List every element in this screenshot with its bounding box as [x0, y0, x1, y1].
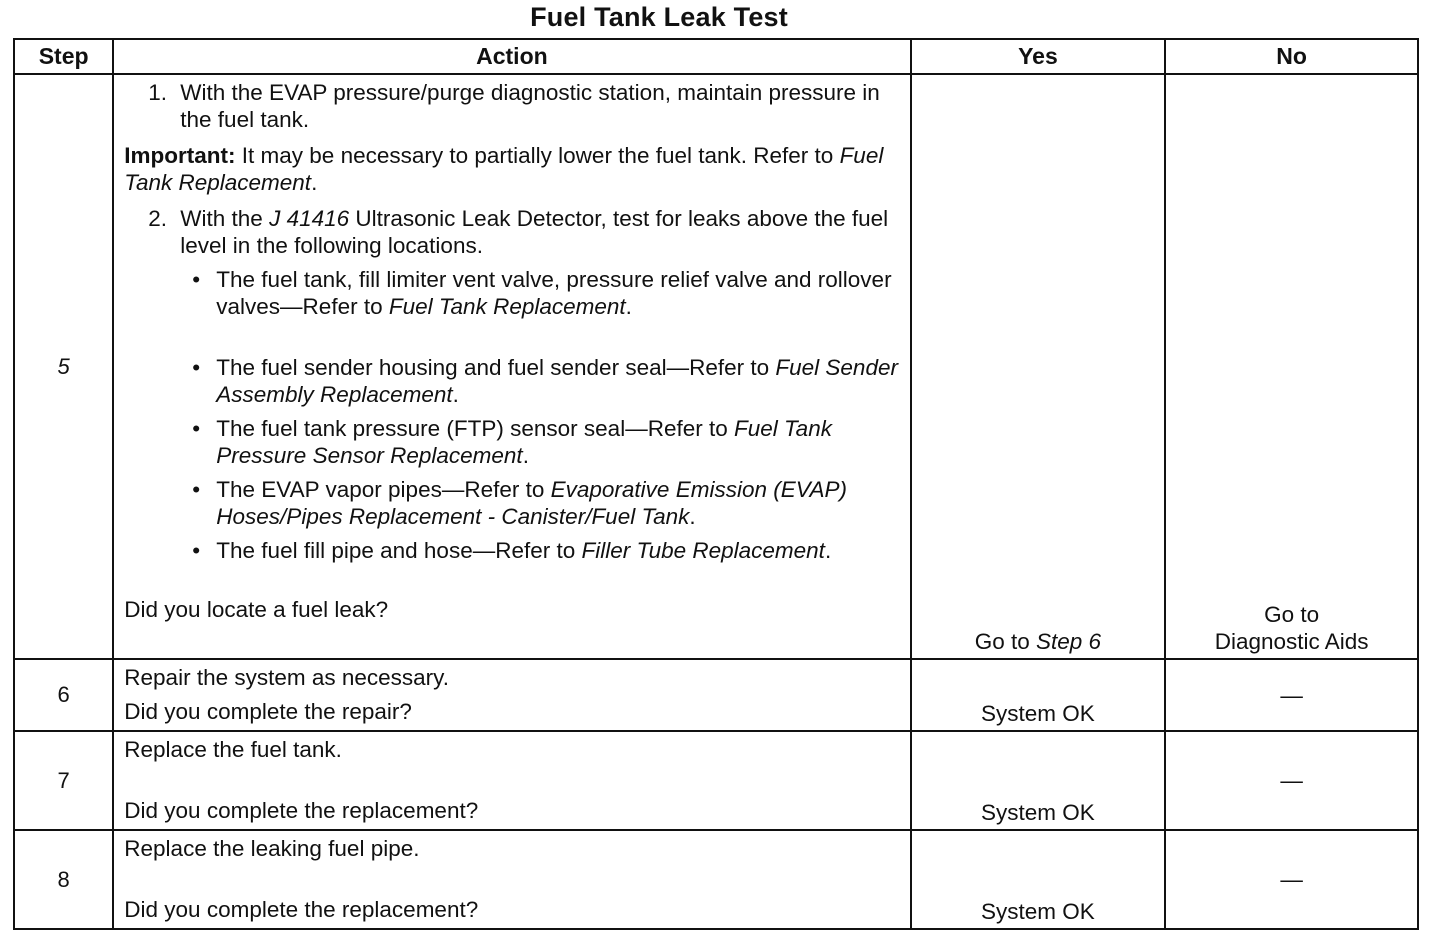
step-number: 7	[14, 731, 113, 830]
action-cell	[113, 830, 910, 929]
no-cell: —	[1165, 830, 1418, 929]
item-number: 1.	[148, 80, 168, 105]
step-number: 5	[14, 74, 113, 659]
important-label: Important:	[124, 143, 236, 168]
header-no: No	[1165, 39, 1418, 74]
bullet-glyph: •	[192, 355, 201, 380]
item-text: With the J 41416 Ultrasonic Leak Detector, test for leaks above the fuel level in the following locations.	[180, 206, 889, 258]
diagnostic-table	[13, 38, 1419, 930]
header-row	[14, 39, 1418, 74]
item-text: With the EVAP pressure/purge diagnostic station, maintain pressure in the fuel tank.	[180, 80, 880, 132]
important-ref-link: Fuel Tank Replacement	[124, 143, 884, 195]
reference: Fuel Sender Assembly Replacement	[216, 355, 898, 407]
header-action: Action	[113, 39, 910, 74]
table-row-step-8	[14, 830, 1418, 929]
bullet-glyph: •	[192, 477, 201, 502]
reference: Fuel Tank Replacement	[388, 294, 626, 319]
action-text: Replace the leaking fuel pipe.	[124, 836, 420, 861]
action-text: Replace the fuel tank.	[124, 737, 342, 762]
tool-name: J 41416	[269, 206, 350, 231]
period: .	[311, 170, 318, 195]
yes-cell: System OK	[911, 731, 1166, 830]
question-text: Did you complete the repair?	[124, 699, 412, 724]
bullet-item: • The EVAP vapor pipes—Refer to Evaporative Emission (EVAP) Hoses/Pipes Replacement - Canister/Fuel Tank.	[192, 477, 847, 529]
action-cell	[113, 74, 910, 659]
page-title: Fuel Tank Leak Test	[530, 2, 788, 32]
action-cell	[113, 659, 910, 731]
question-text: Did you complete the replacement?	[124, 897, 479, 922]
bullet-glyph: •	[192, 416, 201, 441]
reference: Filler Tube Replacement	[581, 538, 825, 563]
bullet-item: • The fuel tank pressure (FTP) sensor seal—Refer to Fuel Tank Pressure Sensor Replacement.	[192, 416, 832, 468]
numbered-item-2	[148, 205, 901, 259]
table-row-step-5	[14, 74, 1418, 659]
bullet-glyph: •	[192, 267, 201, 292]
question-text: Did you locate a fuel leak?	[124, 597, 389, 622]
action-cell	[113, 731, 910, 830]
header-step: Step	[14, 39, 113, 74]
bullet-item: • The fuel tank, fill limiter vent valve, pressure relief valve and rollover valves—Refer to Fuel Tank Replacement.	[192, 267, 892, 319]
table-row-step-7	[14, 731, 1418, 830]
step-number: 8	[14, 830, 113, 929]
yes-cell: System OK	[911, 659, 1166, 731]
reference: Evaporative Emission (EVAP) Hoses/Pipes Replacement - Canister/Fuel Tank	[216, 477, 847, 529]
table-row-step-6	[14, 659, 1418, 731]
no-cell: Go to Diagnostic Aids	[1165, 74, 1418, 659]
bullet-item: • The fuel fill pipe and hose—Refer to Filler Tube Replacement.	[192, 538, 832, 563]
bullet-glyph: •	[192, 538, 201, 563]
step-number: 6	[14, 659, 113, 731]
reference: Fuel Tank Pressure Sensor Replacement	[216, 416, 832, 468]
item-number: 2.	[148, 206, 168, 231]
bullet-item: • The fuel sender housing and fuel sender seal—Refer to Fuel Sender Assembly Replacement.	[192, 355, 898, 407]
yes-cell: Go to Step 6	[911, 74, 1166, 659]
question-text: Did you complete the replacement?	[124, 798, 479, 823]
no-cell: —	[1165, 731, 1418, 830]
important-text: It may be necessary to partially lower the fuel tank. Refer to	[235, 143, 840, 168]
header-yes: Yes	[911, 39, 1166, 74]
no-cell: —	[1165, 659, 1418, 731]
action-text: Repair the system as necessary.	[124, 665, 449, 690]
numbered-item-1	[148, 79, 901, 133]
step-ref: Step 6	[1036, 629, 1102, 654]
important-note	[124, 142, 901, 196]
yes-cell: System OK	[911, 830, 1166, 929]
